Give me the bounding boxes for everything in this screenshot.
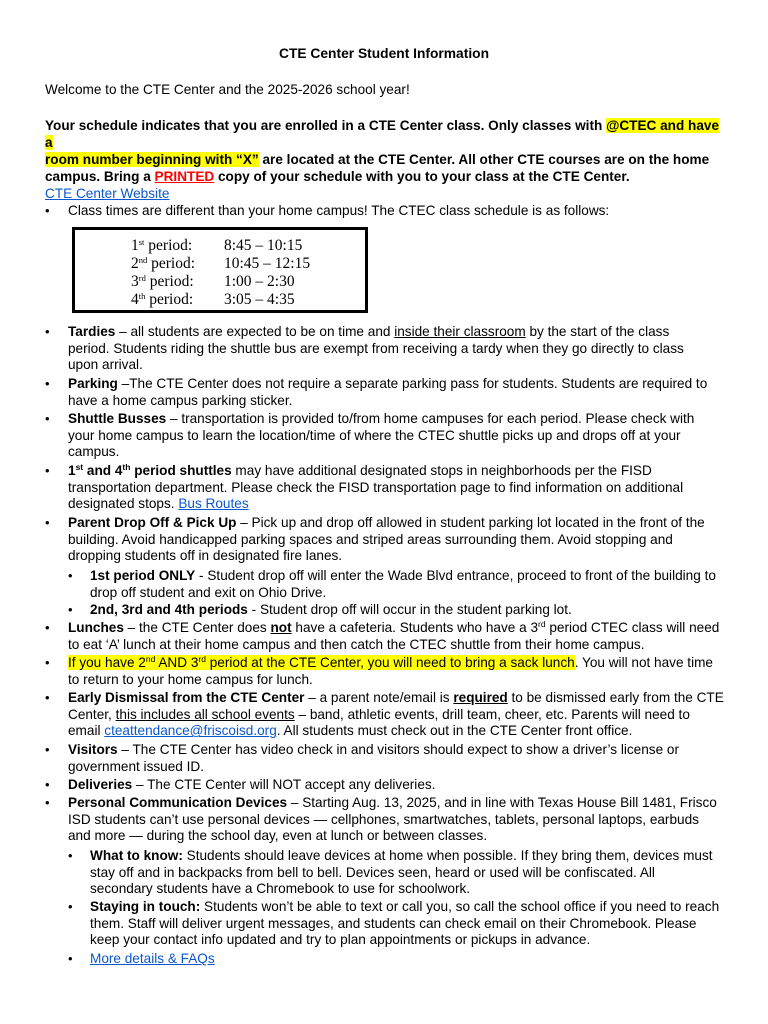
intro-paragraph: Your schedule indicates that you are enrolled in a CTE Center class. Only classes with @CTEC and have a room number beginning with “X” are located at the CTE Center. All other CTE courses are on the home campus. Bring a PRINTED copy of your schedule with you to your class at the CTE Center.	[45, 118, 720, 184]
cte-center-website-link[interactable]: CTE Center Website	[45, 186, 170, 201]
personal-devices-item: Personal Communication Devices – Starting Aug. 13, 2025, and in line with Texas House Bill 1481, Frisco ISD students can’t use personal devices — cellphones, smartwatches, tablets, personal laptops, earbuds and more — during the school day, even at lunch or between classes.	[68, 795, 717, 844]
bullet-icon: •	[45, 777, 50, 792]
later-periods-dropoff-item: 2nd, 3rd and 4th periods - Student drop off will occur in the student parking lot.	[90, 602, 572, 617]
bullet-icon: •	[68, 951, 73, 966]
highlight-room-number: room number beginning with “X”	[45, 152, 259, 167]
page-title: CTE Center Student Information	[278, 46, 490, 61]
bullet-icon: •	[68, 602, 73, 617]
bullet-icon: •	[45, 655, 50, 670]
welcome-text: Welcome to the CTE Center and the 2025-2026 school year!	[45, 82, 410, 97]
bullet-icon: •	[45, 324, 50, 339]
more-details-faqs-link[interactable]: More details & FAQs	[90, 951, 215, 966]
what-to-know-item: What to know: Students should leave devices at home when possible. If they bring them, devices must stay off and in backpacks from bell to bell. Devices seen, heard or used will be confiscated. All secondary students have a Chromebook to use for schoolwork.	[90, 848, 713, 897]
first-period-dropoff-item: 1st period ONLY - Student drop off will enter the Wade Blvd entrance, proceed to front of the building to drop off student and exit on Ohio Drive.	[90, 568, 716, 600]
attendance-email-link[interactable]: cteattendance@friscoisd.org	[104, 723, 277, 739]
class-times-text: Class times are different than your home campus! The CTEC class schedule is as follows:	[68, 203, 610, 218]
shuttle-busses-item: Shuttle Busses – transportation is provided to/from home campuses for each period. Please check with your home campus to learn the location/time of where the CTEC shuttle picks up and drops off at your campus.	[68, 411, 695, 460]
period-time: 3:05 – 4:35	[224, 291, 295, 308]
cte-website-link-line	[45, 185, 725, 202]
lunches-item: Lunches – the CTE Center does not have a cafeteria. Students who have a 3rd period CTEC class will need to eat ‘A’ lunch at their home campus and then catch the CTEC shuttle from their home campus.	[68, 619, 720, 652]
bus-routes-link[interactable]: Bus Routes	[178, 496, 249, 512]
period-shuttles-item: 1st and 4th period shuttles may have additional designated stops in neighborhoods per the FISD transportation department. Please check the FISD transportation page to find information on additional designated stops. Bus Routes	[68, 462, 684, 512]
bullet-icon: •	[45, 376, 50, 391]
period-time: 1:00 – 2:30	[224, 273, 295, 290]
early-dismissal-item: Early Dismissal from the CTE Center – a parent note/email is required to be dismissed early from the CTE Center, this includes all school events – band, athletic events, drill team, cheer, etc. Parents will need to email cteattendance@friscoisd.org. All students must check out in the CTE Center front office.	[68, 690, 724, 739]
period-time: 8:45 – 10:15	[224, 237, 303, 254]
bullet-icon: •	[45, 620, 50, 635]
bullet-icon: •	[68, 848, 73, 863]
bullet-icon: •	[45, 463, 50, 478]
bullet-icon: •	[45, 795, 50, 810]
faq-item	[90, 951, 728, 968]
period-time: 10:45 – 12:15	[224, 255, 311, 272]
bullet-icon: •	[45, 203, 50, 218]
deliveries-item: Deliveries – The CTE Center will NOT accept any deliveries.	[68, 777, 436, 792]
bullet-icon: •	[45, 515, 50, 530]
visitors-item: Visitors – The CTE Center has video check in and visitors should expect to show a driver’s license or government issued ID.	[68, 742, 680, 774]
bullet-icon: •	[45, 411, 50, 426]
tardies-item: Tardies – all students are expected to be on time and inside their classroom by the start of the class period. Students riding the shuttle bus are exempt from receiving a tardy when they go directly to class upon arrival.	[68, 324, 684, 373]
bullet-icon: •	[45, 690, 50, 705]
parent-drop-off-item: Parent Drop Off & Pick Up – Pick up and drop off allowed in student parking lot located in the front of the building. Avoid handicapped parking spaces and striped areas surrounding them. Avoid stopping and dropping students off in designated fire lanes.	[68, 515, 705, 564]
sack-lunch-highlight: If you have 2nd AND 3rd period at the CTE Center, you will need to bring a sack lunch	[68, 654, 575, 670]
bullet-icon: •	[68, 568, 73, 583]
staying-in-touch-item: Staying in touch: Students won’t be able to text or call you, so call the school office if you need to reach them. Staff will deliver urgent messages, and students can check email on their Chromebook. Please keep your contact info updated and try to plan appointments or pickups in advance.	[90, 899, 720, 948]
parking-item: Parking –The CTE Center does not require a separate parking pass for students. Students are required to have a home campus parking sticker.	[68, 376, 708, 408]
highlight-ctec: @CTEC and have a	[45, 118, 720, 150]
printed-emphasis: PRINTED	[154, 169, 215, 184]
sack-lunch-item: If you have 2nd AND 3rd period at the CTE Center, you will need to bring a sack lunch. You will not have time to return to your home campus for lunch.	[68, 654, 713, 687]
bullet-icon: •	[45, 742, 50, 757]
schedule-box: 1st period: 8:45 – 10:15 2nd period: 10:45 – 12:15 3rd period: 1:00 – 2:30 4th period: 3:05 – 4:35	[72, 227, 368, 313]
bullet-icon: •	[68, 899, 73, 914]
